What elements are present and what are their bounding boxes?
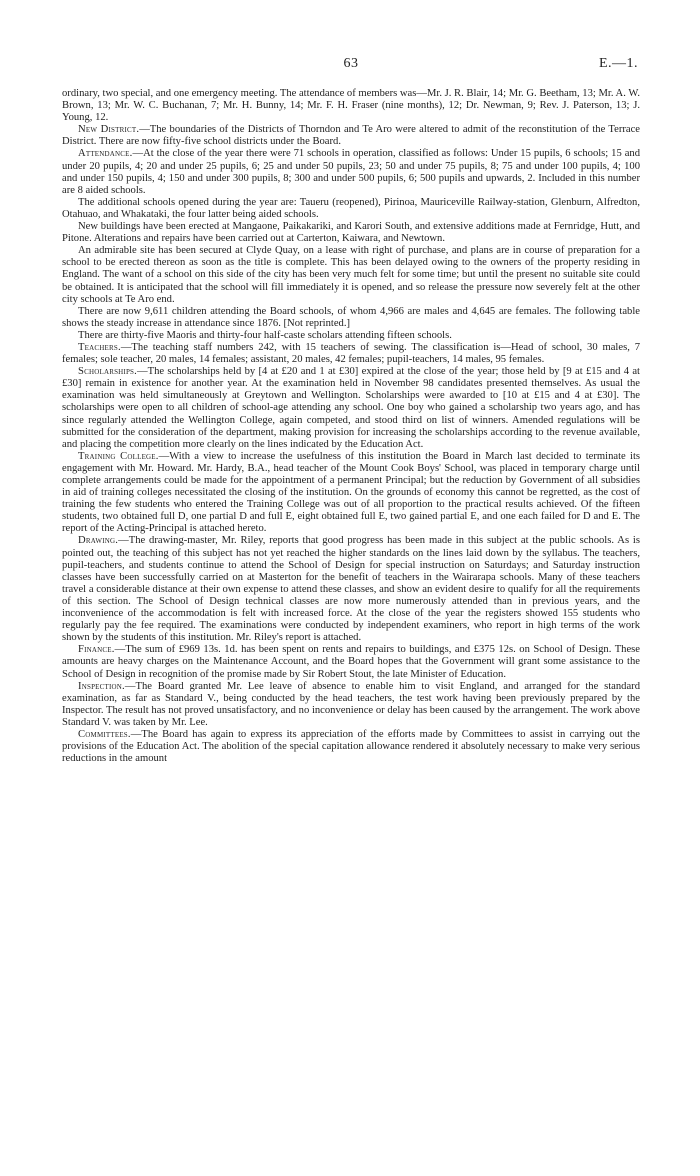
- paragraph-text: There are thirty-five Maoris and thirty-four half-caste scholars attending fifteen schools.: [78, 329, 452, 341]
- section-heading: Finance.: [78, 644, 115, 656]
- paragraph: [62, 535, 640, 644]
- paragraph-text: The additional schools opened during the year are: Taueru (reopened), Pirinoa, Mauriceville Railway-station, Glenburn, Alfredton, Otahuao, and Whakataki, the four latter being aided schools.: [62, 196, 640, 220]
- page-number: 63: [343, 56, 359, 71]
- paragraph: [62, 245, 640, 305]
- paragraph-text: ordinary, two special, and one emergency meeting. The attendance of members was—Mr. J. R. Blair, 14; Mr. G. Beetham, 13; Mr. A. W. Brown, 13; Mr. W. C. Buchanan, 7; Mr. H. Bunny, 14; Mr. F. H. Fraser (nine months), 12; Dr. Newman, 9; Rev. J. Paterson, 13; J. Young, 12.: [62, 88, 640, 124]
- paragraph-text: There are now 9,611 children attending the Board schools, of whom 4,966 are males and 4,645 are females. The following table shows the steady increase in attendance since 1876. [Not reprinted.]: [62, 305, 640, 329]
- page-header: [62, 58, 640, 88]
- paragraph: [62, 451, 640, 536]
- paragraph-text: An admirable site has been secured at Clyde Quay, on a lease with right of purchase, and plans are in course of preparation for a school to be erected thereon as soon as the title is complete. This has been delayed owing to the owners of the property residing in England. The want of a school on this side of the city has been very much felt for some time; but until the present no suitable site could be obtained. It is anticipated that the school will fill immediately it is opened, and so release the pressure now severely felt at the other city schools at Te Aro end.: [62, 245, 640, 305]
- paragraph-text: —With a view to increase the usefulness of this institution the Board in March last decided to terminate its engagement with Mr. Howard. Mr. Hardy, B.A., head teacher of the Mount Cook Boys' School, was placed in temporary charge until complete arrangements could be made for the appointment of a permanent Principal; but the reduction by Government of all subsidies in aid of training colleges necessitated the closing of the institution. On the grounds of economy this cannot be regretted, as the cost of training the few students who entered the Training College was out of all proportion to the practical results achieved. Of the fifteen students, two obtained full D, one partial D and full E, eight obtained full E, two gained partial E, and one each failed for D and E. The report of the Acting-Principal is attached hereto.: [62, 450, 641, 535]
- section-heading: Teachers.: [78, 341, 121, 353]
- document-page: [62, 58, 640, 765]
- paragraph: [62, 729, 640, 765]
- paragraph-text: —The sum of £969 13s. 1d. has been spent on rents and repairs to buildings, and £375 12s. on School of Design. These amounts are heavy charges on the Maintenance Account, and the Board hopes that the Government will grant some assistance to the School of Design in recognition of the promise made by Sir Robert Stout, the late Minister of Education.: [62, 644, 640, 680]
- section-heading: Scholarships.: [78, 366, 137, 378]
- paragraph: [62, 366, 640, 451]
- paragraph: [62, 221, 640, 245]
- section-heading: Committees.: [78, 728, 131, 740]
- paragraph-text: —The drawing-master, Mr. Riley, reports that good progress has been made in this subject at the public schools. As is pointed out, the teaching of this subject has not yet reached the higher standards on the lines laid down by the syllabus. The teachers, pupil-teachers, and students continue to attend the School of Design for special instruction on Saturdays; and Saturday instruction classes have been successfully carried on at Masterton for the benefit of teachers in the Wairarapa schools. Many of these teachers travel a considerable distance at their own expense to attend these classes, and show an evident desire to qualify for all the requirements of this section. The School of Design technical classes are now more numerously attended than in previous years, and the inconvenience of the accommodation is felt with increased force. At the close of the year the registers showed 155 students who regularly pay the fee required. The examinations were conducted by independent examiners, who report in high terms of the work shown by the students of this institution. Mr. Riley's report is attached.: [62, 535, 640, 644]
- body-text: [62, 88, 640, 765]
- paragraph: [62, 342, 640, 366]
- paragraph-text: —The teaching staff numbers 242, with 15 teachers of sewing. The classification is—Head of school, 30 males, 7 females; sole teacher, 20 males, 14 females; assistant, 20 males, 42 females; pupil-teachers, 14 males, 95 females.: [62, 341, 640, 366]
- section-heading: Training College.: [78, 450, 159, 462]
- paragraph: [62, 681, 640, 729]
- section-heading: Drawing.: [78, 535, 119, 547]
- section-heading: Inspection.: [78, 680, 125, 692]
- paragraph: [62, 306, 640, 330]
- paragraph: [62, 197, 640, 221]
- paragraph: [62, 330, 640, 342]
- paragraph-text: —At the close of the year there were 71 schools in operation, classified as follows: Under 15 pupils, 6 schools; 15 and under 20 pupils, 4; 20 and under 25 pupils, 6; 25 and under 50 pupils, 23; 50 and under 75 pupils, 8; 75 and under 100 pupils, 4; 100 and under 150 pupils, 4; 150 and under 300 pupils, 8; 300 and under 500 pupils, 6; 500 pupils and upwards, 2. Included in this number are 8 aided schools.: [62, 148, 640, 196]
- section-heading: New District.: [78, 124, 140, 136]
- paragraph: [62, 644, 640, 680]
- paragraph: [62, 88, 640, 124]
- paragraph-text: New buildings have been erected at Mangaone, Paikakariki, and Karori South, and extensive additions made at Fernridge, Hutt, and Pitone. Alterations and repairs have been carried out at Carterton, Kaiwara, and Newtown.: [62, 221, 640, 245]
- document-code: E.—1.: [598, 56, 638, 71]
- paragraph: [62, 148, 640, 196]
- paragraph-text: —The Board has again to express its appreciation of the efforts made by Committees to assist in carrying out the provisions of the Education Act. The abolition of the special capitation allowance rendered it absolutely necessary to make very serious reductions in the amount: [62, 728, 640, 765]
- paragraph-text: —The Board granted Mr. Lee leave of absence to enable him to visit England, and arranged for the standard examination, as far as Standard V., being conducted by the head teachers, the test work having been previously prepared by the Inspector. The result has not proved unsatisfactory, and no inconvenience or delay has been caused by the arrangement. The work above Standard V. was taken by Mr. Lee.: [62, 680, 640, 728]
- paragraph: [62, 124, 640, 148]
- paragraph-text: —The scholarships held by [4 at £20 and 1 at £30] expired at the close of the year; those held by [9 at £15 and 4 at £30] remain in existence for another year. At the examination held in November 98 candidates presented themselves. As usual the examination was held simultaneously at Greytown and Wellington. Scholarships were awarded to [10 at £15 and 4 at £30]. The scholarships were open to all children of school-age attending any school. One boy who gained a scholarship two years ago, and has since regularly attended the Wellington College, again competed, and stood third on list of winners. Amended regulations will be submitted for the consideration of the department, making provision for increasing the scholarships according to the revenue available, and placing the competition more clearly on the lines indicated by the Education Act.: [62, 366, 640, 450]
- section-heading: Attendance.: [78, 148, 133, 160]
- paragraph-text: —The boundaries of the Districts of Thorndon and Te Aro were altered to admit of the reconstitution of the Terrace District. There are now fifty-five school districts under the Board.: [62, 124, 640, 148]
